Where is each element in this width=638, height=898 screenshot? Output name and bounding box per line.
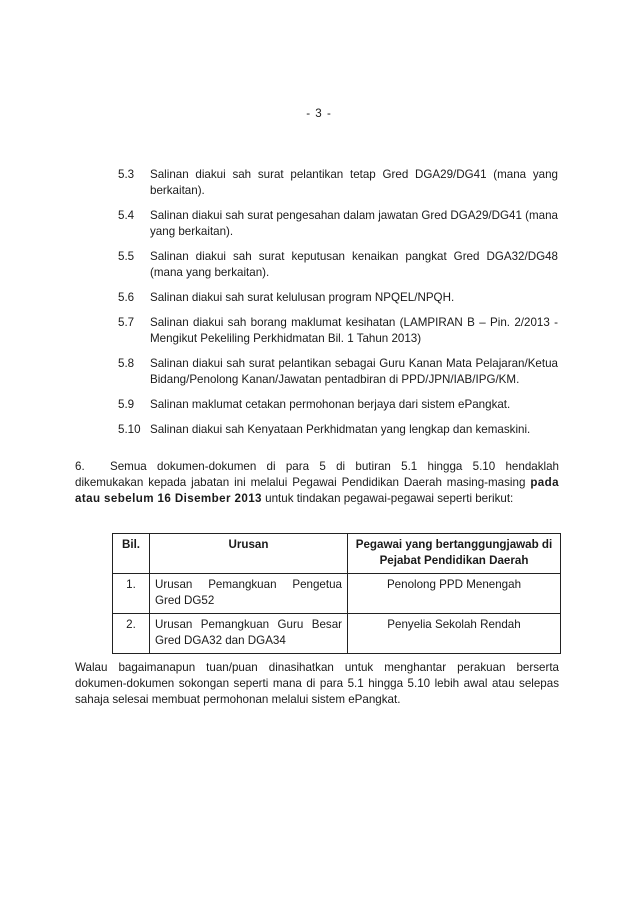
list-item-text: Salinan maklumat cetakan permohonan berjaya dari sistem ePangkat. xyxy=(150,398,511,411)
page-number: - 3 - xyxy=(306,107,332,120)
list-item-text: Salinan diakui sah Kenyataan Perkhidmatan yang lengkap dan kemaskini. xyxy=(150,423,531,436)
paragraph-number: 6. xyxy=(75,460,85,473)
list-item-number: 5.6 xyxy=(118,291,135,304)
list-item-text: Salinan diakui sah surat pelantikan sebagai Guru Kanan Mata Pelajaran/Ketua Bidang/Penolong Kanan/Jawatan pentadbiran di PPD/JPN/IAB/IPG/KM. xyxy=(150,357,558,386)
list-item xyxy=(118,315,558,347)
paragraph-text: Semua dokumen-dokumen di para 5 di butiran 5.1 hingga 5.10 hendaklah dikemukakan kepada jabatan ini melalui Pegawai Pendidikan Daerah masing-masing xyxy=(75,460,559,489)
table-cell-bil: 2. xyxy=(113,614,150,654)
list-item-number: 5.10 xyxy=(118,423,141,436)
list-item xyxy=(118,356,558,388)
list-item-number: 5.3 xyxy=(118,168,135,181)
list-item-text: Salinan diakui sah surat kelulusan program NPQEL/NPQH. xyxy=(150,291,455,304)
table-cell-pegawai: Penolong PPD Menengah xyxy=(348,574,561,614)
table-cell-urusan: Urusan Pemangkuan Pengetua Gred DG52 xyxy=(150,574,348,614)
list-item-number: 5.8 xyxy=(118,357,135,370)
list-item-text: Salinan diakui sah surat pelantikan tetap Gred DGA29/DG41 (mana yang berkaitan). xyxy=(150,168,558,197)
list-item xyxy=(118,167,558,199)
list-item-number: 5.5 xyxy=(118,250,135,263)
table-cell-bil: 1. xyxy=(113,574,150,614)
table-row xyxy=(113,574,561,614)
deadline-text: pada atau sebelum 16 Disember 2013 xyxy=(75,476,559,505)
list-item xyxy=(118,249,558,281)
list-item-number: 5.4 xyxy=(118,209,135,222)
table-row xyxy=(113,614,561,654)
list-item-number: 5.7 xyxy=(118,316,135,329)
list-item-text: Salinan diakui sah surat keputusan kenaikan pangkat Gred DGA32/DG48 (mana yang berkaitan). xyxy=(150,250,558,279)
paragraph-text-after: untuk tindakan pegawai-pegawai seperti berikut: xyxy=(265,492,514,505)
list-item xyxy=(118,208,558,240)
column-header-urusan: Urusan xyxy=(150,534,348,574)
table-cell-urusan: Urusan Pemangkuan Guru Besar Gred DGA32 dan DGA34 xyxy=(150,614,348,654)
responsibility-table xyxy=(112,533,561,654)
paragraph-6 xyxy=(75,459,559,507)
table-cell-pegawai: Penyelia Sekolah Rendah xyxy=(348,614,561,654)
column-header-bil: Bil. xyxy=(113,534,150,574)
table-header-row xyxy=(113,534,561,574)
closing-paragraph: Walau bagaimanapun tuan/puan dinasihatkan untuk menghantar perakuan berserta dokumen-dokumen sokongan seperti mana di para 5.1 hingga 5.10 lebih awal atau selepas sahaja selesai membuat permohonan melalui sistem ePangkat. xyxy=(75,661,559,706)
column-header-pegawai: Pegawai yang bertanggungjawab di Pejabat Pendidikan Daerah xyxy=(348,534,561,574)
list-item-text: Salinan diakui sah borang maklumat kesihatan (LAMPIRAN B – Pin. 2/2013 - Mengikut Pekeliling Perkhidmatan Bil. 1 Tahun 2013) xyxy=(150,316,558,345)
list-item-text: Salinan diakui sah surat pengesahan dalam jawatan Gred DGA29/DG41 (mana yang berkaitan). xyxy=(150,209,558,238)
document-list xyxy=(118,167,558,447)
list-item xyxy=(118,397,558,413)
list-item xyxy=(118,290,558,306)
list-item xyxy=(118,422,558,438)
list-item-number: 5.9 xyxy=(118,398,135,411)
